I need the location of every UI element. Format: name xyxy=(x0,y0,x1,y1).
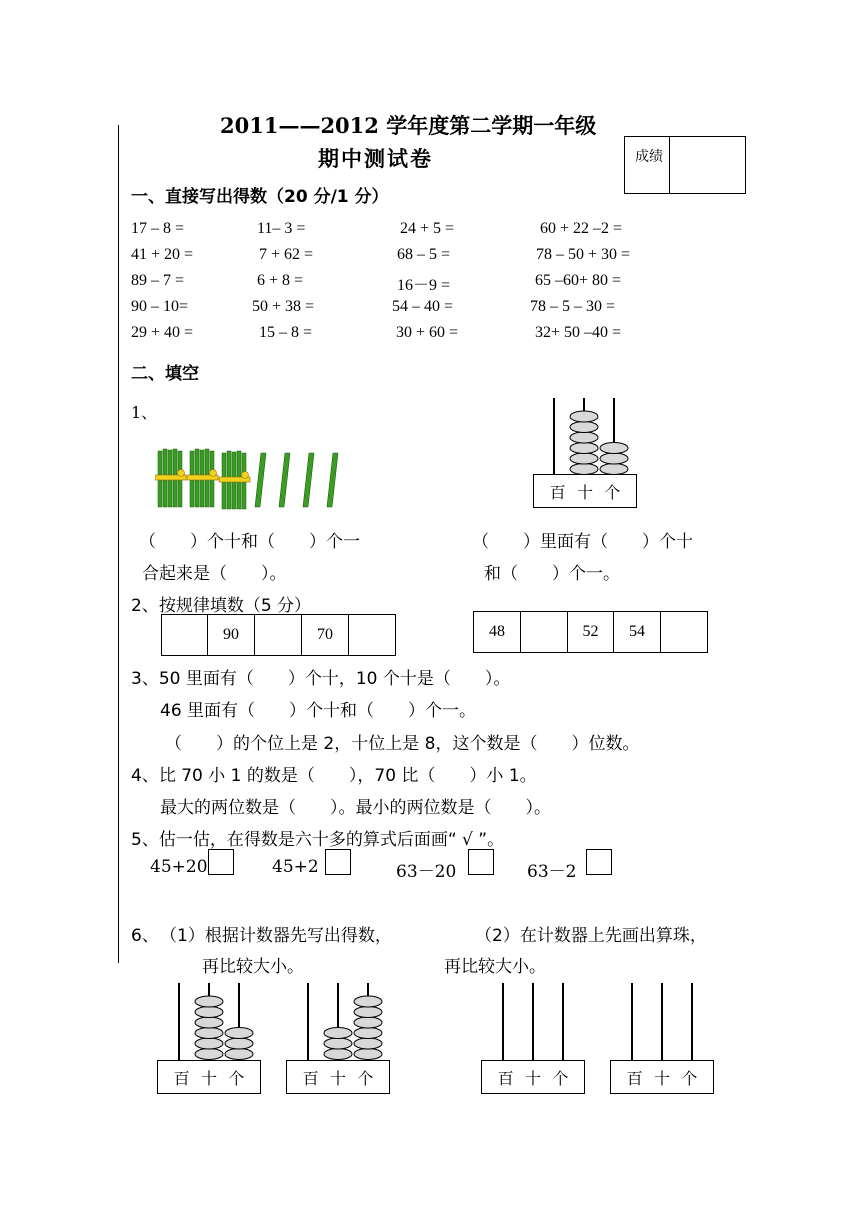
abacus-bead xyxy=(225,1038,253,1049)
sequence-cell: 90 xyxy=(208,615,255,655)
sequence-row-b xyxy=(473,611,708,653)
q6-left-line2: 再比较大小。 xyxy=(202,957,304,977)
abacus-label-box xyxy=(286,1060,390,1094)
q3-line3: （ ）的个位上是 2，十位上是 8，这个数是（ ）位数。 xyxy=(165,734,640,754)
bundle-of-ten-icon xyxy=(187,449,218,507)
abacus-label-hundreds: 百 xyxy=(626,1068,643,1088)
abacus-bead xyxy=(600,453,628,464)
abacus-label-hundreds: 百 xyxy=(302,1068,319,1088)
q4-line2: 最大的两位数是（ ）。最小的两位数是（ ）。 xyxy=(160,798,551,818)
abacus-bead xyxy=(195,1038,223,1049)
sequence-cell[interactable] xyxy=(162,615,208,655)
q5-check-box[interactable] xyxy=(468,849,494,875)
calc-problem: 60 + 22 –2 = xyxy=(540,220,623,237)
abacus-bead xyxy=(195,996,223,1007)
q1-number: 1、 xyxy=(131,403,158,422)
calc-problem: 68 – 5 = xyxy=(397,246,451,263)
section1-heading: 一、直接写出得数（20 分/1 分） xyxy=(131,187,389,207)
abacus-counter xyxy=(155,980,265,1060)
abacus-counter xyxy=(284,980,394,1060)
abacus-bead xyxy=(570,443,598,454)
abacus-label-tens: 十 xyxy=(329,1068,346,1088)
q6-right-line2: 再比较大小。 xyxy=(444,957,546,977)
single-stick-icon xyxy=(327,453,338,507)
abacus-label-ones: 个 xyxy=(552,1068,569,1088)
calc-problem: 54 – 40 = xyxy=(392,298,454,315)
abacus-counter xyxy=(530,395,640,475)
abacus-bead xyxy=(195,1017,223,1028)
abacus-bead xyxy=(195,1049,223,1060)
abacus-bead xyxy=(600,443,628,454)
single-stick-icon xyxy=(279,453,290,507)
q2-label: 2、按规律填数（5 分） xyxy=(131,596,312,616)
calc-problem: 29 + 40 = xyxy=(131,324,194,341)
calc-problem: 32+ 50 –40 = xyxy=(535,324,622,341)
abacus-bead xyxy=(570,422,598,433)
binding-line xyxy=(118,125,119,963)
abacus-label-tens: 十 xyxy=(576,482,593,502)
calc-problem: 24 + 5 = xyxy=(400,220,455,237)
abacus-label-tens: 十 xyxy=(200,1068,217,1088)
abacus-bead xyxy=(354,1017,382,1028)
abacus-bead xyxy=(570,464,598,475)
q5-item-4: 63－2 xyxy=(527,862,577,882)
q5-check-box[interactable] xyxy=(325,849,351,875)
calc-problem: 16－9 = xyxy=(397,277,451,294)
calc-problem: 11– 3 = xyxy=(257,220,306,237)
section2-heading: 二、填空 xyxy=(131,364,199,384)
sequence-cell[interactable] xyxy=(661,612,707,652)
sequence-cell[interactable] xyxy=(521,612,568,652)
page-subtitle: 期中测试卷 xyxy=(318,146,433,171)
abacus-label-hundreds: 百 xyxy=(549,482,566,502)
calc-problem: 30 + 60 = xyxy=(396,324,459,341)
abacus-bead xyxy=(354,996,382,1007)
bundle-of-ten-icon xyxy=(219,451,250,509)
calc-problem: 41 + 20 = xyxy=(131,246,194,263)
q4-line1: 4、比 70 小 1 的数是（ ），70 比（ ）小 1。 xyxy=(131,766,537,786)
score-label: 成绩 xyxy=(635,149,663,165)
q6-left-line1: （1）根据计数器先写出得数， xyxy=(160,926,392,946)
q1-left-line1: （ ）个十和（ ）个一 xyxy=(139,532,360,552)
q6-number: 6、 xyxy=(131,926,159,946)
abacus-bead xyxy=(354,1028,382,1039)
abacus-bead xyxy=(324,1049,352,1060)
score-box xyxy=(624,136,746,194)
q1-right-line2: 和（ ）个一。 xyxy=(484,564,620,584)
abacus-label-tens: 十 xyxy=(524,1068,541,1088)
q5-check-box[interactable] xyxy=(208,849,234,875)
abacus-label-ones: 个 xyxy=(228,1068,245,1088)
abacus-bead xyxy=(195,1007,223,1018)
abacus-bead xyxy=(195,1028,223,1039)
q1-right-line1: （ ）里面有（ ）个十 xyxy=(472,532,693,552)
abacus-bead xyxy=(324,1038,352,1049)
abacus-bead xyxy=(225,1028,253,1039)
abacus-bead xyxy=(570,432,598,443)
abacus-label-box xyxy=(533,474,637,508)
abacus-bead xyxy=(570,453,598,464)
sequence-cell: 70 xyxy=(302,615,349,655)
abacus-label-box xyxy=(610,1060,714,1094)
abacus-counter-empty[interactable] xyxy=(608,980,718,1060)
sequence-cell[interactable] xyxy=(255,615,302,655)
abacus-bead xyxy=(354,1049,382,1060)
q3-line1: 3、50 里面有（ ）个十，10 个十是（ ）。 xyxy=(131,669,511,689)
calc-problem: 17 – 8 = xyxy=(131,220,185,237)
single-stick-icon xyxy=(303,453,314,507)
sequence-cell[interactable] xyxy=(349,615,395,655)
page-title: 2011——2012 学年度第二学期一年级 xyxy=(220,113,597,138)
q5-check-box[interactable] xyxy=(586,849,612,875)
abacus-bead xyxy=(225,1049,253,1060)
bundle-of-ten-icon xyxy=(155,449,186,507)
calc-problem: 78 – 50 + 30 = xyxy=(536,246,631,263)
calc-problem: 65 –60+ 80 = xyxy=(535,272,622,289)
abacus-bead xyxy=(570,411,598,422)
calc-problem: 78 – 5 – 30 = xyxy=(530,298,616,315)
abacus-label-ones: 个 xyxy=(357,1068,374,1088)
abacus-bead xyxy=(600,464,628,475)
abacus-bead xyxy=(354,1007,382,1018)
q5-line1: 5、估一估，在得数是六十多的算式后面画“ √ ”。 xyxy=(131,830,505,850)
q3-line2: 46 里面有（ ）个十和（ ）个一。 xyxy=(160,701,477,721)
sequence-row-a xyxy=(161,614,396,656)
abacus-label-ones: 个 xyxy=(681,1068,698,1088)
q5-item-3: 63－20 xyxy=(396,862,457,882)
calc-problem: 50 + 38 = xyxy=(252,298,315,315)
abacus-label-box xyxy=(157,1060,261,1094)
q1-left-line2: 合起来是（ ）。 xyxy=(142,564,287,584)
calc-problem: 7 + 62 = xyxy=(259,246,314,263)
sequence-cell: 52 xyxy=(568,612,614,652)
calc-problem: 15 – 8 = xyxy=(259,324,313,341)
q5-item-2: 45+2 xyxy=(272,857,319,877)
q6-right-line1: （2）在计数器上先画出算珠， xyxy=(475,926,707,946)
calc-problem: 6 + 8 = xyxy=(257,272,304,289)
abacus-counter-empty[interactable] xyxy=(479,980,589,1060)
abacus-bead xyxy=(354,1038,382,1049)
abacus-label-ones: 个 xyxy=(604,482,621,502)
single-stick-icon xyxy=(255,453,266,507)
abacus-bead xyxy=(324,1028,352,1039)
abacus-label-hundreds: 百 xyxy=(173,1068,190,1088)
sequence-cell: 48 xyxy=(474,612,521,652)
abacus-label-box xyxy=(481,1060,585,1094)
abacus-label-tens: 十 xyxy=(653,1068,670,1088)
q5-item-1: 45+20 xyxy=(150,857,208,877)
calc-problem: 89 – 7 = xyxy=(131,272,185,289)
calc-problem: 90 – 10= xyxy=(131,298,189,315)
abacus-label-hundreds: 百 xyxy=(497,1068,514,1088)
sequence-cell: 54 xyxy=(614,612,661,652)
sticks-illustration xyxy=(155,443,345,513)
